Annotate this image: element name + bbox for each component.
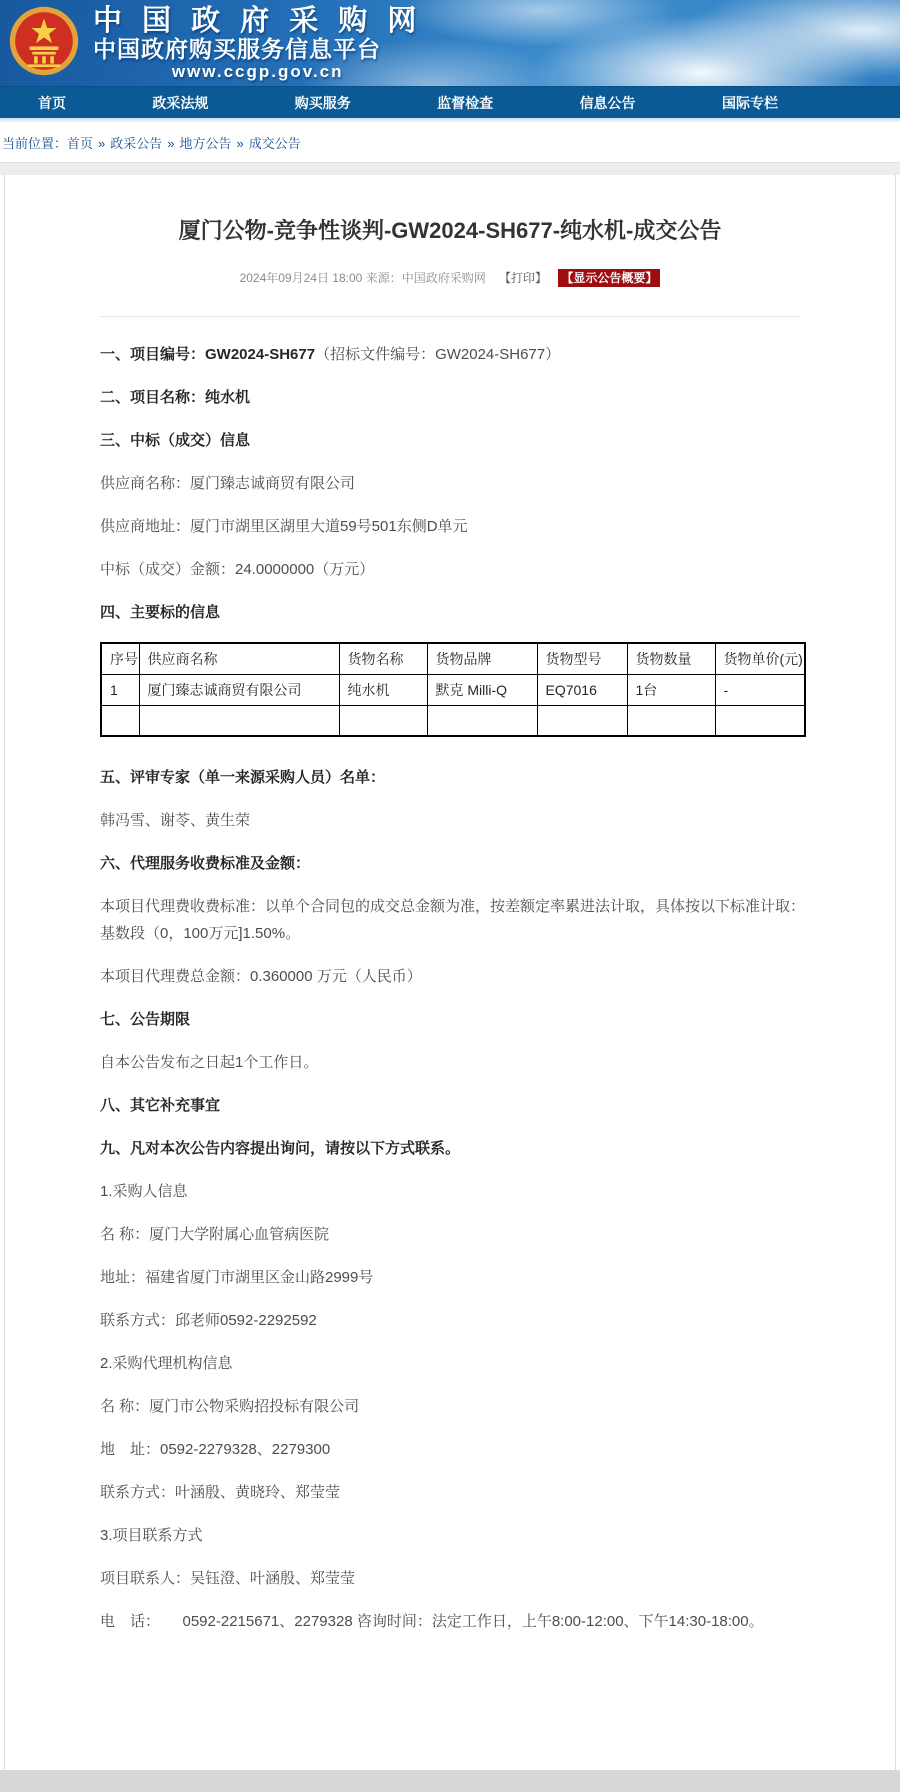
announcement-paragraph: 3.项目联系方式 — [100, 1526, 203, 1544]
table-header-cell: 货物单价(元) — [715, 643, 805, 675]
nav-item[interactable]: 监督检查 — [437, 94, 494, 111]
title-divider — [100, 316, 800, 317]
breadcrumb-label: 当前位置： — [2, 136, 68, 151]
announcement-paragraph: 电 话： 0592-2215671、2279328 咨询时间：法定工作日，上午8:00-12:00、下午14:30-18:00。 — [100, 1612, 764, 1630]
table-header-cell: 货物数量 — [627, 643, 715, 675]
table-header-cell: 序号 — [101, 643, 139, 675]
site-url: www.ccgp.gov.cn — [171, 61, 344, 81]
main-nav — [0, 86, 900, 118]
announcement-paragraph: 七、公告期限 — [100, 1010, 191, 1028]
cell-quantity — [627, 706, 715, 736]
breadcrumb-link[interactable]: 地方公告 — [179, 136, 232, 151]
breadcrumb — [0, 122, 900, 162]
table-row — [101, 675, 805, 706]
cell-model: EQ7016 — [537, 675, 627, 706]
goods-table — [100, 642, 806, 737]
breadcrumb-separator: » — [236, 136, 244, 151]
breadcrumb-link[interactable]: 首页 — [67, 136, 94, 151]
announcement-paragraph: 六、代理服务收费标准及金额： — [100, 854, 311, 872]
table-header-cell: 货物型号 — [537, 643, 627, 675]
nav-item[interactable]: 首页 — [38, 94, 66, 111]
cell-brand: 默克 Milli-Q — [427, 675, 537, 706]
site-subtitle: 中国政府购买服务信息平台 — [93, 35, 381, 62]
cell-seq: 1 — [101, 675, 139, 706]
announcement-paragraph: 自本公告发布之日起1个工作日。 — [100, 1053, 319, 1071]
publish-datetime: 2024年09月24日 18:00 — [239, 271, 363, 285]
section-divider-band — [0, 162, 900, 175]
announcement-paragraph: 本项目代理费总金额：0.360000 万元（人民币） — [100, 967, 422, 985]
nav-item[interactable]: 国际专栏 — [721, 94, 778, 111]
breadcrumb-link[interactable]: 政采公告 — [110, 136, 163, 151]
announcement-paragraph: 韩冯雪、谢苓、黄生荣 — [100, 811, 251, 829]
announcement-paragraph: 中标（成交）金额：24.0000000（万元） — [100, 561, 375, 578]
cell-unit-price: - — [715, 675, 805, 706]
nav-item[interactable]: 信息公告 — [579, 94, 636, 111]
cell-unit-price — [715, 706, 805, 736]
announcement-paragraph: 2.采购代理机构信息 — [100, 1354, 233, 1372]
nav-item[interactable]: 购买服务 — [294, 94, 351, 111]
announcement-paragraph: 地 址：0592-2279328、2279300 — [100, 1440, 331, 1458]
announcement-body — [5, 341, 895, 1635]
cell-supplier: 厦门臻志诚商贸有限公司 — [139, 675, 339, 706]
article-meta — [5, 269, 895, 286]
announcement-paragraph: 一、项目编号：GW2024-SH677（招标文件编号：GW2024-SH677） — [100, 346, 561, 363]
page-title: 厦门公物-竞争性谈判-GW2024-SH677-纯水机-成交公告 — [178, 218, 722, 243]
table-header-row — [101, 643, 805, 675]
national-emblem-icon — [8, 5, 80, 82]
announcement-paragraph: 三、中标（成交）信息 — [100, 432, 251, 449]
cell-brand — [427, 706, 537, 736]
footer-bar — [0, 1770, 900, 1792]
print-button[interactable]: 【打印】 — [499, 271, 548, 285]
announcement-paragraph: 1.采购人信息 — [100, 1182, 188, 1200]
cell-goods-name: 纯水机 — [339, 675, 427, 706]
table-header-cell: 货物品牌 — [427, 643, 537, 675]
breadcrumb-separator: » — [167, 136, 175, 151]
announcement-paragraph: 名 称：厦门大学附属心血管病医院 — [100, 1225, 330, 1243]
site-logo[interactable] — [8, 5, 422, 82]
nav-item[interactable]: 政采法规 — [152, 94, 209, 111]
cell-supplier — [139, 706, 339, 736]
table-row — [101, 706, 805, 736]
breadcrumb-link[interactable]: 成交公告 — [248, 136, 301, 151]
article-source: 来源：中国政府采购网 — [365, 271, 486, 285]
announcement-paragraph: 联系方式：邱老师0592-2292592 — [100, 1311, 317, 1329]
table-header-cell: 货物名称 — [339, 643, 427, 675]
table-header-cell: 供应商名称 — [139, 643, 339, 675]
announcement-paragraph: 供应商地址：厦门市湖里区湖里大道59号501东侧D单元 — [100, 518, 468, 535]
announcement-paragraph: 八、其它补充事宜 — [100, 1096, 221, 1114]
announcement-paragraph: 联系方式：叶涵殷、黄晓玲、郑莹莹 — [100, 1483, 341, 1501]
announcement-paragraph: 项目联系人：吴钰澄、叶涵殷、郑莹莹 — [100, 1569, 356, 1587]
announcement-paragraph: 二、项目名称：纯水机 — [100, 389, 251, 406]
cell-goods-name — [339, 706, 427, 736]
announcement-paragraph: 四、主要标的信息 — [100, 604, 221, 621]
site-name: 中 国 政 府 采 购 网 — [93, 4, 423, 37]
announcement-paragraph: 五、评审专家（单一来源采购人员）名单： — [100, 768, 386, 786]
cell-quantity: 1台 — [627, 675, 715, 706]
breadcrumb-separator: » — [98, 136, 106, 151]
show-summary-button[interactable]: 【显示公告概要】 — [558, 269, 660, 287]
announcement-page — [4, 175, 896, 1770]
announcement-paragraph: 九、凡对本次公告内容提出询问，请按以下方式联系。 — [100, 1139, 461, 1157]
cell-model — [537, 706, 627, 736]
cell-seq — [101, 706, 139, 736]
announcement-paragraph: 名 称：厦门市公物采购招投标有限公司 — [100, 1397, 360, 1415]
announcement-paragraph: 地址：福建省厦门市湖里区金山路2999号 — [100, 1268, 374, 1286]
announcement-paragraph: 本项目代理费收费标准：以单个合同包的成交总金额为准，按差额定率累进法计取，具体按以下标准计取：基数段（0，100万元]1.50%。 — [100, 897, 806, 942]
announcement-paragraph: 供应商名称：厦门臻志诚商贸有限公司 — [100, 475, 356, 492]
site-banner — [0, 0, 900, 86]
